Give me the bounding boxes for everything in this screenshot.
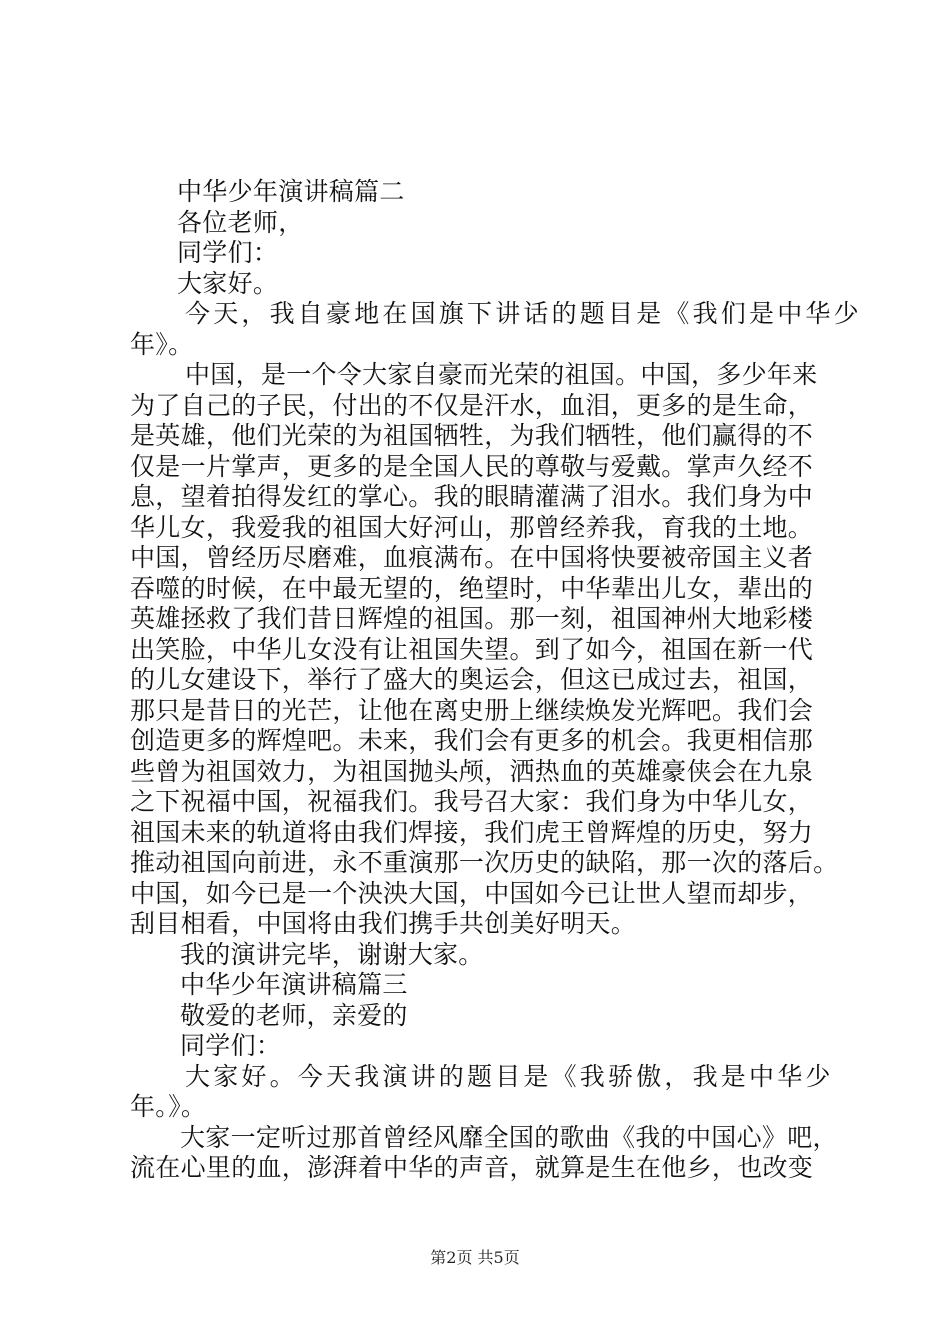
paragraph-line: 流在心里的血，澎湃着中华的声音，就算是生在他乡，也改变 <box>130 1153 814 1182</box>
paragraph-line: 中国，是一个令大家自豪而光荣的祖国。中国，多少年来 <box>185 360 818 389</box>
paragraph-line: 中国，如今已是一个泱泱大国，中国如今已让世人望而却步， <box>130 878 814 908</box>
paragraph-line: 华儿女，我爱我的祖国大好河山，那曾经养我，育我的土地。 <box>130 512 814 542</box>
salutation-line: 各位老师， <box>177 207 304 237</box>
section-heading: 中华少年演讲稿篇二 <box>177 177 405 206</box>
paragraph-line: 中国，曾经历尽磨难，血痕满布。在中国将快要被帝国主义者 <box>130 543 814 572</box>
closing-line: 我的演讲完毕，谢谢大家。 <box>180 939 484 969</box>
paragraph-line: 那只是昔日的光芒，让他在离史册上继续焕发光辉吧。我们会 <box>130 695 814 725</box>
salutation-line: 同学们： <box>177 238 279 267</box>
document-body <box>130 177 862 1184</box>
paragraph-line: 今天，我自豪地在国旗下讲话的题目是《我们是中华少 <box>185 299 862 328</box>
salutation-line: 敬爱的老师，亲爱的 <box>180 1000 408 1030</box>
paragraph-line: 吞噬的时候，在中最无望的，绝望时，中华辈出儿女，辈出的 <box>130 573 814 603</box>
greeting-line: 大家好。 <box>177 268 279 298</box>
paragraph-line: 创造更多的辉煌吧。未来，我们会有更多的机会。我更相信那 <box>130 726 814 755</box>
paragraph-line: 之下祝福中国，祝福我们。我号召大家：我们身为中华儿女， <box>130 787 814 816</box>
paragraph-line: 些曾为祖国效力，为祖国抛头颅，洒热血的英雄豪侠会在九泉 <box>130 756 814 786</box>
paragraph-line: 出笑脸，中华儿女没有让祖国失望。到了如今，祖国在新一代 <box>130 634 814 664</box>
page-number: 第2页 共5页 <box>430 1248 520 1267</box>
paragraph-line: 刮目相看，中国将由我们携手共创美好明天。 <box>130 909 637 938</box>
paragraph-line: 是英雄，他们光荣的为祖国牺牲，为我们牺牲，他们赢得的不 <box>130 421 814 450</box>
paragraph-line: 仅是一片掌声，更多的是全国人民的尊敬与爱戴。掌声久经不 <box>130 451 814 481</box>
paragraph-line: 大家一定听过那首曾经风靡全国的歌曲《我的中国心》吧， <box>180 1122 838 1152</box>
paragraph-line: 息，望着拍得发红的掌心。我的眼睛灌满了泪水。我们身为中 <box>130 482 814 511</box>
paragraph-line: 年》。 <box>130 329 194 359</box>
paragraph-line: 大家好。今天我演讲的题目是《我骄傲，我是中华少 <box>185 1061 834 1091</box>
paragraph-line: 的儿女建设下，举行了盛大的奥运会，但这已成过去，祖国， <box>130 665 814 694</box>
section-heading: 中华少年演讲稿篇三 <box>180 970 408 999</box>
paragraph-line: 推动祖国向前进，永不重演那一次历史的缺陷，那一次的落后。 <box>130 848 839 877</box>
paragraph-line: 英雄拯救了我们昔日辉煌的祖国。那一刻，祖国神州大地彩楼 <box>130 604 814 633</box>
salutation-line: 同学们： <box>180 1031 282 1060</box>
paragraph-line: 年。》。 <box>130 1092 207 1121</box>
paragraph-line: 祖国未来的轨道将由我们焊接，我们虎王曾辉煌的历史，努力 <box>130 817 814 847</box>
paragraph-line: 为了自己的子民，付出的不仅是汗水，血泪，更多的是生命， <box>130 390 814 420</box>
